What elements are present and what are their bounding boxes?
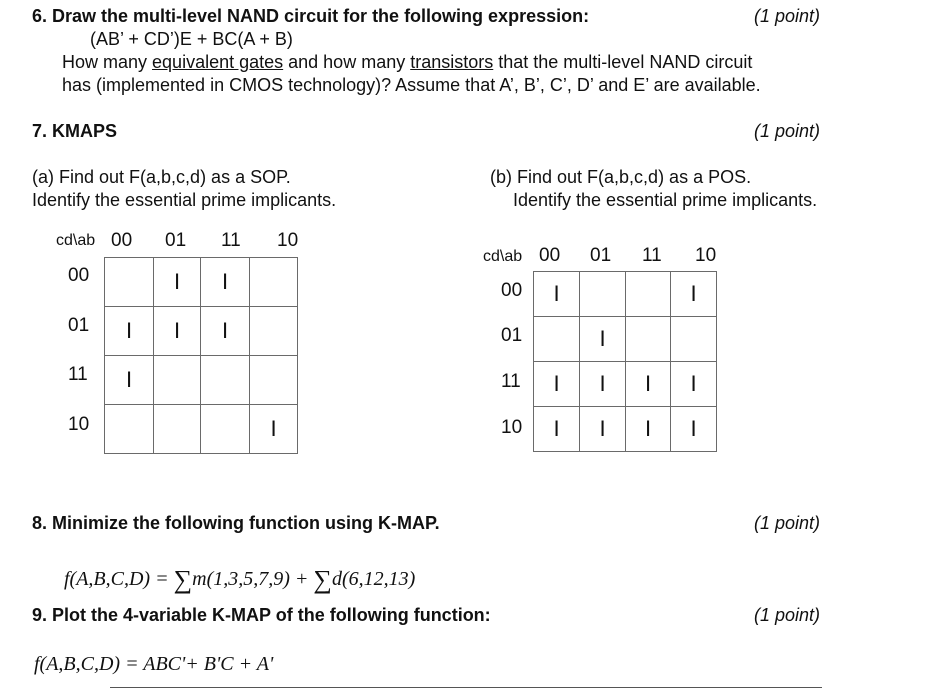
q7a-line1: (a) Find out F(a,b,c,d) as a SOP. [32,167,291,187]
bottom-divider [110,687,822,688]
kmap-a-cell: I [201,258,250,307]
kmap-a-cell [201,356,250,405]
kmap-b-cell: I [671,272,717,317]
kmap-a-cell [201,405,250,454]
kmap-b-cell: I [534,362,580,407]
kmap-b-col-header: 00 [539,245,561,266]
kmap-b-cell [626,317,671,362]
q6-text-b: and how many [283,52,411,72]
q7b-line1: (b) Find out F(a,b,c,d) as a POS. [490,167,752,187]
kmap-a-cell [105,258,154,307]
q6-question-line2: has (implemented in CMOS technology)? Assume that A’, B’, C’, D’ and E’ are available. [62,75,761,95]
kmap-a-row-header: 11 [68,364,88,385]
q9-points: (1 point) [754,605,821,625]
kmap-b-col-header: 10 [695,245,717,266]
q7b-line2: Identify the essential prime implicants. [513,190,818,210]
q8-dontcares: d(6,12,13) [331,568,416,590]
q8-minterms: m(1,3,5,7,9) + [192,568,314,590]
q6-title: 6. Draw the multi-level NAND circuit for the following expression: [32,6,590,26]
q8-formula-lhs: f(A,B,C,D) = [64,568,174,590]
kmap-a-cell [154,405,201,454]
kmap-b-col-header: 11 [642,245,662,266]
kmap-b-cell: I [671,362,717,407]
kmap-a-cell: I [105,356,154,405]
kmap-b-cell: I [671,407,717,452]
kmap-a-cell [105,405,154,454]
kmap-a-col-header: 11 [221,230,241,251]
kmap-b-cell: I [626,407,671,452]
q6-text-c: that the multi-level NAND circuit [493,52,753,72]
q6-points: (1 point) [754,6,821,26]
kmap-b-corner: cd\ab [483,248,523,265]
kmap-b-cell: I [626,362,671,407]
q8-points: (1 point) [754,513,821,533]
kmap-a-cell: I [154,307,201,356]
kmap-b-row-header: 10 [501,417,523,438]
kmap-b-cell: I [534,407,580,452]
q8-title: 8. Minimize the following function using K-MAP. [32,513,440,533]
kmap-a-cell [154,356,201,405]
kmap-b-cell: I [580,317,626,362]
kmap-b-row-header: 00 [501,280,523,301]
kmap-a-cell [250,258,298,307]
q8-formula [64,562,415,592]
q6-text-a: How many [62,52,153,72]
q7-points: (1 point) [754,121,821,141]
kmap-b-cell [580,272,626,317]
kmap-a-col-header: 01 [165,230,187,251]
kmap-b-cell: I [580,362,626,407]
kmap-a-cell [250,356,298,405]
sum-symbol: ∑ [173,565,193,594]
kmap-b-row-header: 01 [501,325,523,346]
q6-underline-gates: equivalent gates [152,52,284,72]
kmap-a-row-header: 10 [68,414,90,435]
kmap-a-col-header: 00 [111,230,133,251]
kmap-b-cell [626,272,671,317]
q6-underline-transistors: transistors [410,52,494,72]
kmap-a-cell: I [250,405,298,454]
sum-symbol: ∑ [313,565,332,594]
kmap-b-col-header: 01 [590,245,612,266]
kmap-a-grid [104,257,298,454]
kmap-b-row-header: 11 [501,371,521,392]
kmap-a-cell: I [154,258,201,307]
kmap-a-cell [250,307,298,356]
kmap-b-cell: I [580,407,626,452]
kmap-a-cell: I [105,307,154,356]
q9-formula: f(A,B,C,D) = ABC'+ B'C + A' [34,653,274,675]
kmap-a-corner: cd\ab [56,232,96,249]
q7a-line2: Identify the essential prime implicants. [32,190,337,210]
kmap-a-row-header: 01 [68,315,90,336]
kmap-b-cell [671,317,717,362]
kmap-a-row-header: 00 [68,265,90,286]
kmap-b-cell: I [534,272,580,317]
kmap-a-cell: I [201,307,250,356]
q7-title: 7. KMAPS [32,121,118,141]
kmap-b-cell [534,317,580,362]
kmap-b-grid [533,271,717,452]
kmap-a-col-header: 10 [277,230,299,251]
q6-question-line1 [62,52,752,73]
q6-expression: (AB’ + CD’)E + BC(A + B) [90,29,293,49]
q9-title: 9. Plot the 4-variable K-MAP of the following function: [32,605,491,625]
